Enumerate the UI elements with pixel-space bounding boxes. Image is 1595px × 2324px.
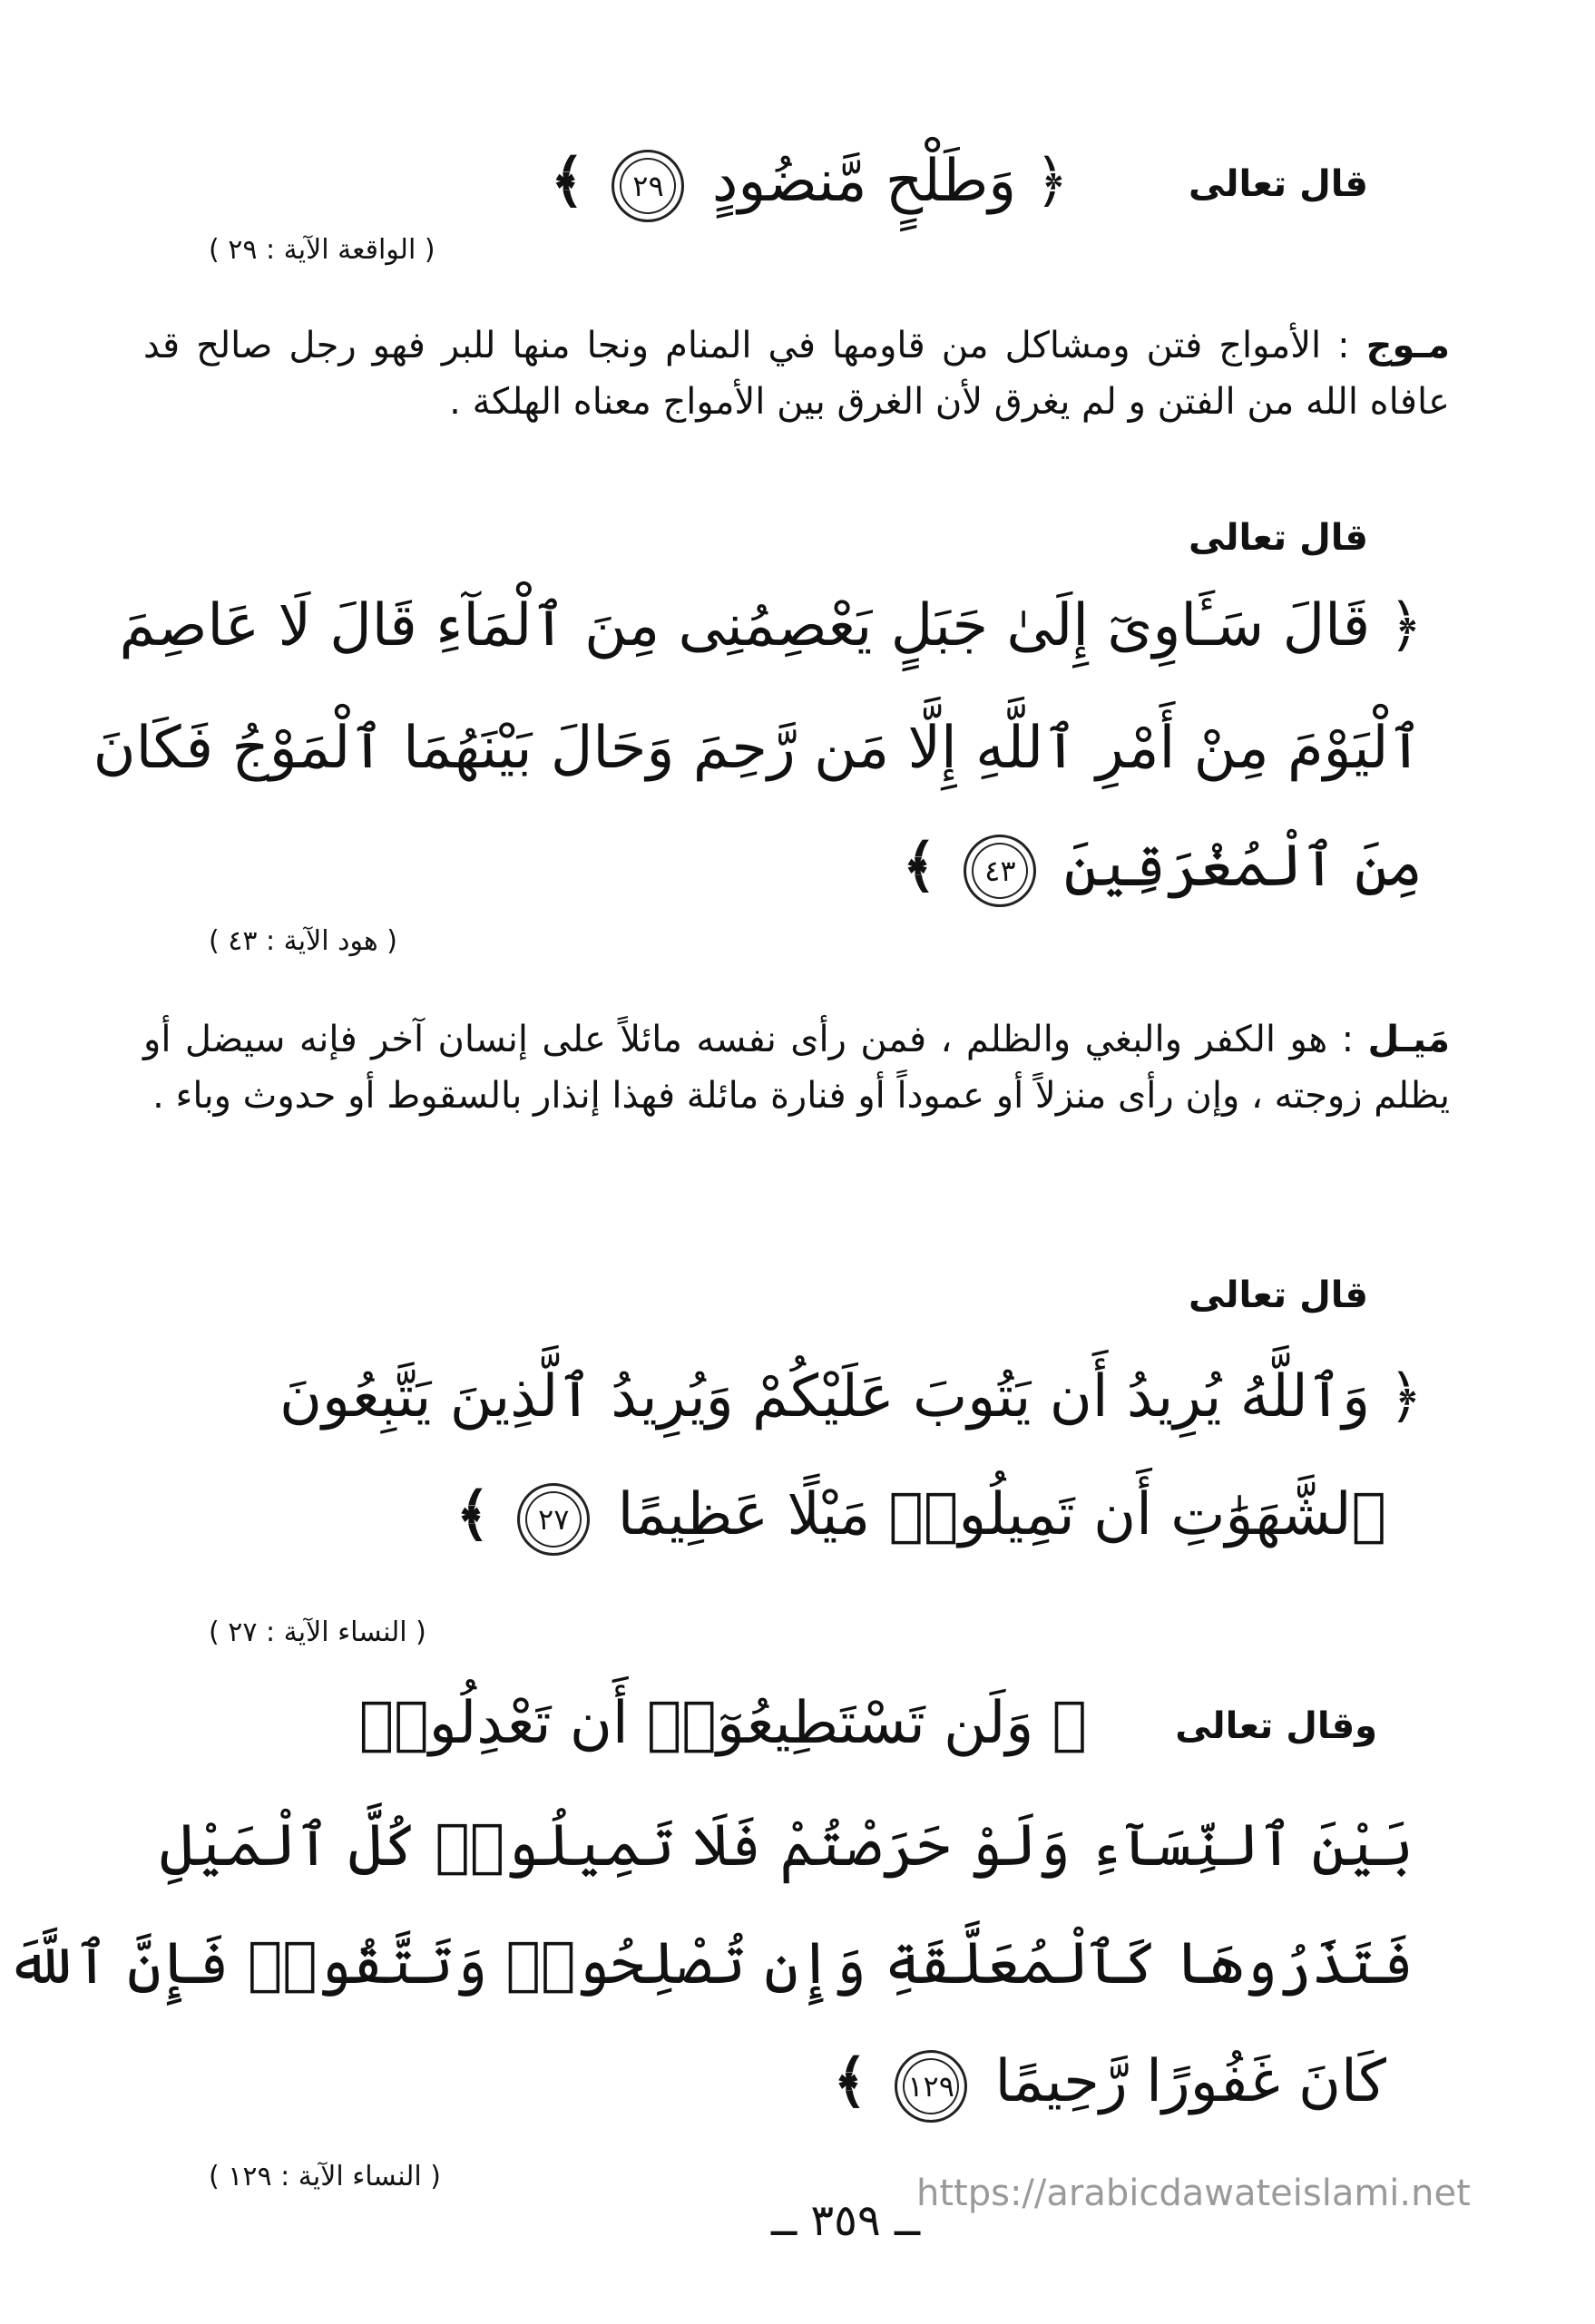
- block4-verse-line3: فَتَذَرُوهَا كَٱلْمُعَلَّقَةِ وَإِن تُصْلِحُوا۟ وَتَتَّقُوا۟ فَإِنَّ ٱللَّهَ: [6, 1930, 1414, 1997]
- block2-verse-line3: [902, 830, 1423, 907]
- verse-line: كَانَ غَفُورًا رَّحِيمًا: [994, 2048, 1386, 2115]
- block4-intro: وقال تعالى: [1175, 1705, 1377, 1747]
- block4-reference: ( النساء الآية : ١٢٩ ): [209, 2161, 441, 2192]
- block3-intro: قال تعالى: [1189, 1274, 1368, 1316]
- entry-mayl: [143, 1011, 1450, 1124]
- ayah-number-marker: ٢٧: [517, 1483, 590, 1556]
- block2-reference: ( هود الآية : ٤٣ ): [209, 925, 397, 957]
- block4-verse-line4: [833, 2046, 1386, 2123]
- watermark: https://arabicdawateislami.net: [916, 2173, 1471, 2214]
- block1-verse: [551, 145, 1069, 222]
- block2-verse-line2: ٱلْيَوْمَ مِنْ أَمْرِ ٱللَّهِ إِلَّا مَن رَّحِمَ وَحَالَ بَيْنَهُمَا ٱلْمَوْجُ فَكَانَ: [93, 715, 1423, 782]
- entry-mawj: [143, 317, 1450, 430]
- closing-bracket: ﴾: [550, 147, 585, 215]
- closing-bracket: ﴾: [902, 832, 936, 900]
- entry-term: مـوج: [1365, 325, 1450, 366]
- ayah-number-marker: ١٢٩: [895, 2050, 967, 2123]
- closing-bracket: ﴾: [833, 2047, 867, 2115]
- block1-intro: قال تعالى: [1189, 163, 1368, 205]
- block4-verse-line1: ﴿ وَلَن تَسْتَطِيعُوٓا۟ أَن تَعْدِلُوا۟: [358, 1690, 1087, 1757]
- block3-verse-line1: ﴿ وَٱللَّهُ يُرِيدُ أَن يَتُوبَ عَلَيْكُمْ وَيُرِيدُ ٱلَّذِينَ يَتَّبِعُونَ: [279, 1363, 1423, 1431]
- block4-verse-line2: بَيْنَ ٱلنِّسَآءِ وَلَوْ حَرَصْتُمْ فَلَا تَمِيلُوا۟ كُلَّ ٱلْمَيْلِ: [160, 1812, 1414, 1880]
- page-number: ــ ٣٥٩ ــ: [771, 2195, 921, 2246]
- block3-reference: ( النساء الآية : ٢٧ ): [209, 1616, 426, 1648]
- ayah-number-marker: ٢٩: [612, 150, 684, 222]
- ayah-number-marker: ٤٣: [964, 835, 1036, 907]
- verse-line: ٱلشَّهَوَٰتِ أَن تَمِيلُوا۟ مَيْلًا عَظِيمًا: [617, 1481, 1386, 1548]
- block2-intro: قال تعالى: [1189, 517, 1368, 559]
- entry-term: مَيـل: [1367, 1019, 1451, 1060]
- entry-text-rest: فإنه سيضل أو يظلم زوجته ، وإن رأى منزلاً أو عموداً أو فنارة مائلة فهذا إنذار بالسقوط أو حدوث وباء .: [143, 1019, 1450, 1117]
- entry-text-first: : هو الكفر والبغي والظلم ، فمن رأى نفسه مائلاً على إنسان آخر: [371, 1019, 1355, 1060]
- verse-line: مِنَ ٱلْمُغْرَقِينَ: [1063, 833, 1423, 900]
- verse-line: ﴿ وَطَلْحٍ مَّنضُودٍ: [711, 148, 1069, 215]
- entry-text-rest: صالح قد عافاه الله من الفتن و لم يغرق لأن الغرق بين الأمواج معناه الهلكة .: [143, 325, 1450, 423]
- closing-bracket: ﴾: [455, 1480, 490, 1548]
- block3-verse-line2: [455, 1479, 1386, 1556]
- entry-text-first: : الأمواج فتن ومشاكل من قاومها في المنام ونجا منها للبر فهو رجل: [289, 325, 1350, 366]
- block2-verse-line1: ﴿ قَالَ سَـَٔاوِىٓ إِلَىٰ جَبَلٍ يَعْصِمُنِى مِنَ ٱلْمَآءِ قَالَ لَا عَاصِمَ: [119, 592, 1423, 659]
- block1-reference: ( الواقعة الآية : ٢٩ ): [209, 234, 435, 266]
